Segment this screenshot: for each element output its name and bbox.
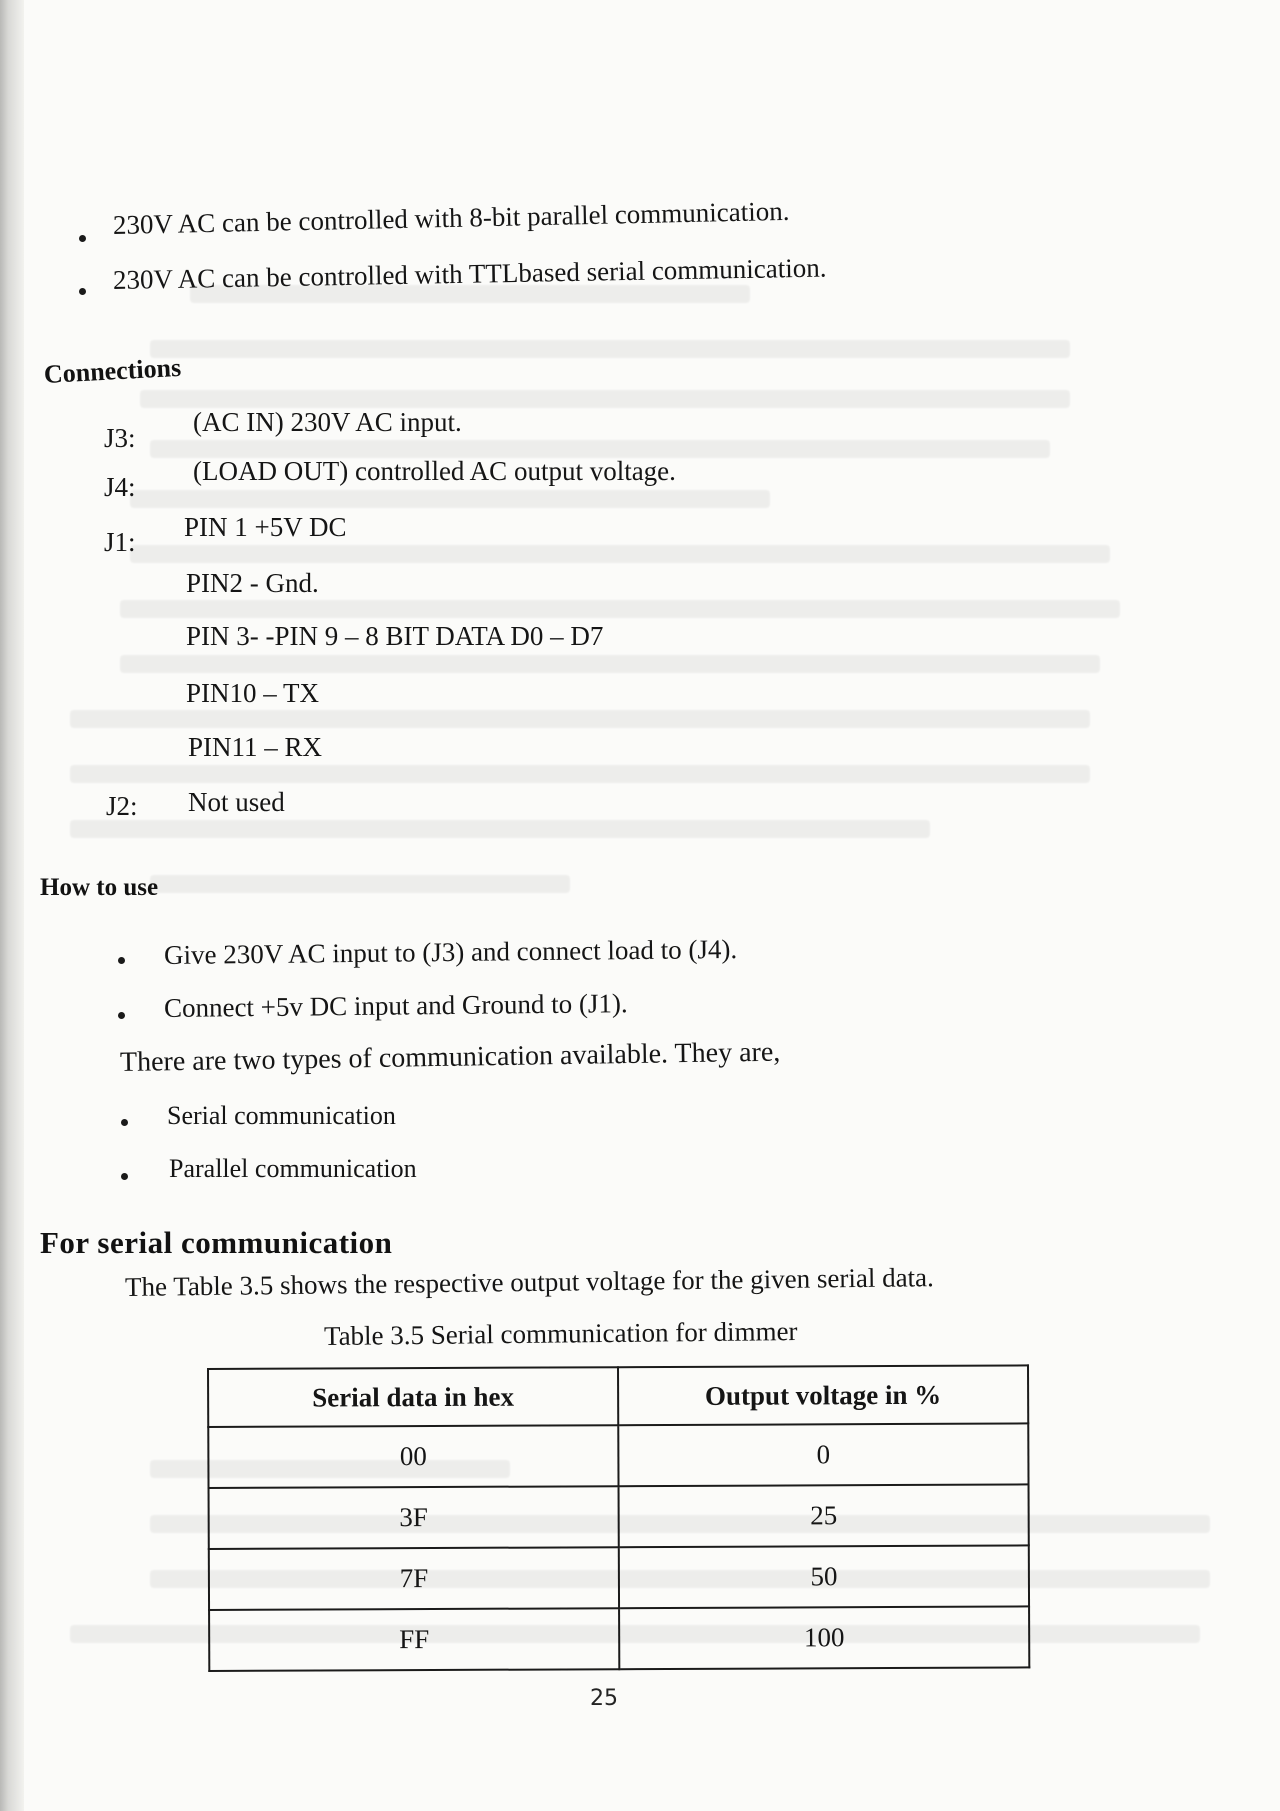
table-row: [208, 1423, 1028, 1488]
bullet-icon: [121, 1119, 128, 1126]
table-row: [209, 1484, 1029, 1549]
bullet-icon: [118, 1012, 125, 1019]
bullet-icon: [79, 235, 86, 242]
table-cell: 7F: [209, 1547, 619, 1610]
bullet-icon: [121, 1173, 128, 1180]
table-cell: FF: [209, 1608, 619, 1671]
connections-heading: Connections: [43, 352, 182, 389]
serial-section-paragraph: The Table 3.5 shows the respective output voltage for the given serial data.: [124, 1262, 934, 1302]
pin-description: PIN2 - Gnd.: [186, 568, 319, 598]
column-header: Serial data in hex: [208, 1367, 618, 1427]
table-cell: 0: [618, 1423, 1028, 1486]
connector-description: (AC IN) 230V AC input.: [193, 407, 462, 437]
serial-data-table: [207, 1364, 1030, 1672]
pin-description: PIN10 – TX: [186, 678, 320, 708]
table-cell: 00: [208, 1425, 618, 1488]
table-caption: Table 3.5 Serial communication for dimmer: [323, 1316, 798, 1351]
communication-types-paragraph: There are two types of communication available. They are,: [119, 1036, 781, 1078]
table-cell: 3F: [209, 1486, 619, 1549]
page-number: 25: [590, 1686, 618, 1711]
table-cell: 100: [619, 1606, 1029, 1669]
pin-description: PIN 3- -PIN 9 – 8 BIT DATA D0 – D7: [186, 621, 604, 651]
connector-description: (LOAD OUT) controlled AC output voltage.: [193, 456, 676, 486]
table-cell: 50: [619, 1545, 1029, 1608]
connector-label: J1:: [104, 527, 136, 557]
column-header: Output voltage in %: [618, 1365, 1028, 1425]
connector-label: J3:: [104, 423, 136, 453]
bullet-icon: [79, 288, 86, 295]
how-to-use-step: Give 230V AC input to (J3) and connect load to (J4).: [163, 933, 738, 970]
bullet-icon: [118, 957, 125, 964]
connector-label: J2:: [106, 791, 138, 821]
intro-bullet-text: 230V AC can be controlled with 8-bit parallel communication.: [112, 195, 790, 240]
table-header-row: [208, 1365, 1028, 1427]
pin-description: PIN 1 +5V DC: [184, 512, 347, 542]
intro-bullet-text: 230V AC can be controlled with TTLbased serial communication.: [112, 252, 827, 295]
how-to-use-heading: How to use: [40, 874, 159, 901]
communication-type: Parallel communication: [169, 1154, 417, 1183]
how-to-use-step: Connect +5v DC input and Ground to (J1).: [163, 988, 628, 1023]
pin-description: PIN11 – RX: [188, 732, 323, 762]
table-row: [209, 1606, 1029, 1671]
table-row: [209, 1545, 1029, 1610]
table-cell: 25: [619, 1484, 1029, 1547]
connector-description: Not used: [188, 787, 285, 817]
communication-type: Serial communication: [167, 1101, 396, 1130]
connector-label: J4:: [104, 472, 136, 502]
scan-binding-edge: [0, 0, 24, 1811]
serial-communication-heading: For serial communication: [40, 1225, 393, 1260]
